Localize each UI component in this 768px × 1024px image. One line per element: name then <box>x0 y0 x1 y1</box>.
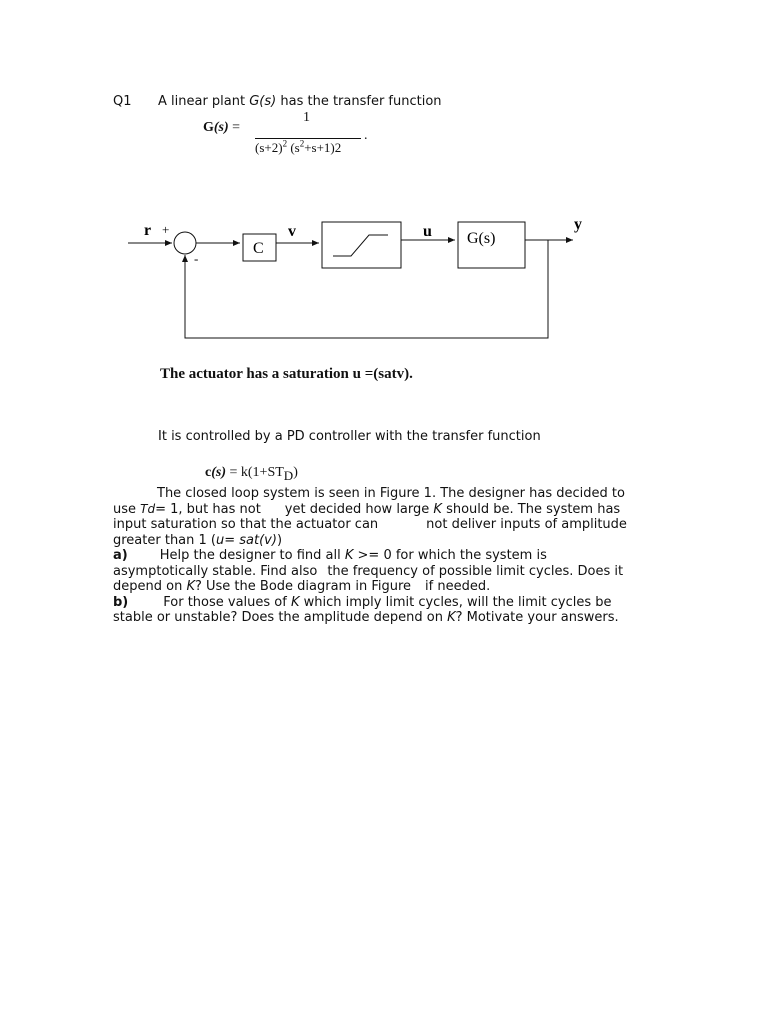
controller-label: C <box>253 240 264 257</box>
g-numerator: 1 <box>303 110 310 125</box>
c-lhs: c <box>205 465 212 480</box>
g-period: . <box>364 128 368 143</box>
part-a-line-3: depend on K? Use the Bode diagram in Figure if needed. <box>113 579 491 594</box>
input-label-r: r <box>144 222 152 239</box>
transfer-function-c <box>205 465 298 481</box>
para-line-2: use Td= 1, but has not yet decided how large K should be. The system has <box>113 501 621 517</box>
para-line-1: The closed loop system is seen in Figure 1. The designer has decided to <box>157 486 625 501</box>
c-close: ) <box>293 465 298 480</box>
para-line-3: input saturation so that the actuator can not deliver inputs of amplitude <box>113 517 627 532</box>
block-diagram <box>0 0 768 400</box>
part-b-line-1: b) For those values of K which imply limit cycles, will the limit cycles be <box>113 594 612 610</box>
question-number: Q1 <box>113 94 132 109</box>
part-a-label: a) <box>113 548 128 563</box>
signal-label-u: u <box>423 223 432 240</box>
figure-caption: The actuator has a saturation u =(satv). <box>160 366 413 382</box>
c-rhs: = k(1+ST <box>226 465 284 480</box>
summing-junction <box>174 232 196 254</box>
c-subscript: D <box>283 468 294 483</box>
c-lhs-s: (s) <box>211 465 226 480</box>
signal-label-v: v <box>288 223 296 240</box>
problem-body <box>113 486 641 626</box>
g-lhs: G(s) = <box>203 120 241 135</box>
pd-controller-text: It is controlled by a PD controller with the transfer function <box>158 429 541 444</box>
plant-label: G(s) <box>467 230 496 247</box>
part-a-line-1: a) Help the designer to find all K >= 0 for which the system is <box>113 548 547 563</box>
part-a-line-2: asymptotically stable. Find also the frequency of possible limit cycles. Does it <box>113 563 624 579</box>
part-b-line-2: stable or unstable? Does the amplitude depend on K? Motivate your answers. <box>113 610 619 625</box>
intro-text-b: has the transfer function <box>276 94 442 109</box>
intro-gs: G(s) <box>249 94 277 109</box>
intro-text-a: A linear plant <box>158 94 250 109</box>
g-denominator: $(s+2)^2$ $(s^2+s+1)2$ <box>255 138 342 155</box>
minus-sign: - <box>194 251 199 266</box>
output-label-y: y <box>574 216 582 233</box>
part-b-label: b) <box>113 594 129 610</box>
saturation-block <box>322 222 401 268</box>
para-line-4: greater than 1 (u= sat(v)) <box>113 532 283 548</box>
plus-sign: + <box>162 222 170 237</box>
